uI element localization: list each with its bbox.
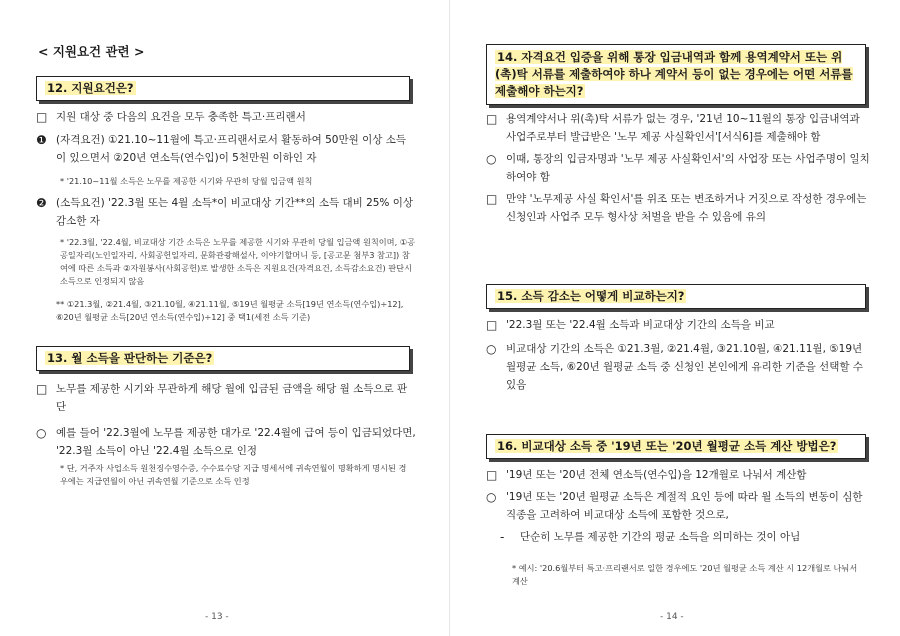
number-one-icon: ❶	[36, 133, 47, 147]
q12-req1-note: * '21.10~11월 소득은 노무를 제공한 시기와 무관히 당월 입금액 원칙	[60, 176, 313, 186]
number-two-icon: ❷	[36, 196, 47, 210]
q16-note: * 예시: '20.6월부터 특고·프리랜서로 일한 경우에도 '20년 월평균 소득 계산 시 12개월로 나눠서 계산	[512, 563, 858, 586]
q13-example: 예를 들어 '22.3월에 노무를 제공한 대가로 '22.4월에 급여 등이 입금되었다면, '22.3월 소득이 아닌 '22.4월 소득으로 인정	[56, 427, 416, 457]
dash-bullet-icon: -	[500, 530, 505, 544]
q16-main-row	[486, 466, 870, 484]
q14-title-box	[486, 44, 866, 105]
q13-main-row	[36, 380, 416, 416]
q12-req2-block	[36, 194, 416, 230]
square-bullet-icon: □	[36, 110, 48, 124]
square-bullet-icon: □	[486, 468, 498, 482]
page-14	[450, 0, 900, 636]
q15-title: 15. 소득 감소는 어떻게 비교하는지?	[497, 289, 685, 303]
circle-bullet-icon: ○	[486, 152, 497, 166]
q14-warning: 만약 '노무제공 사실 확인서'를 위조 또는 변조하거나 거짓으로 작성한 경우에는 신청인과 사업주 모두 형사상 처벌을 받을 수 있음에 유의	[506, 193, 867, 223]
q12-intro: 지원 대상 중 다음의 요건을 모두 충족한 특고·프리랜서	[56, 111, 306, 123]
q16-sub: '19년 또는 '20년 월평균 소득은 계절적 요인 등에 따라 월 소득의 변동이 심한 직종을 고려하여 비교대상 소득에 포함한 것으로,	[506, 491, 863, 521]
q12-req2-note2: ** ①21.3월, ②21.4월, ③21.10월, ④21.11월, ⑤19년 월평균 소득[19년 연소득(연수입)÷12], ⑥20년 월평균 소득[20년 연소득(연수입)÷12] 중 택1(세전 소득 기준)	[56, 299, 404, 322]
q16-dash: 단순히 노무를 제공한 기간의 평균 소득을 의미하는 것이 아님	[520, 531, 801, 543]
square-bullet-icon: □	[486, 318, 498, 332]
circle-bullet-icon: ○	[486, 342, 497, 356]
q12-title: 12. 지원요건은?	[47, 81, 134, 95]
q16-title-box	[486, 434, 866, 459]
q12-req2-note: * '22.3월, '22.4월, 비교대상 기간 소득은 노무를 제공한 시기와 무관히 당월 입금액 원칙이며, ①공공일자리(노인일자리, 사회공헌일자리, 문화관광해설사, 이야기할머니 등, [공고문 첨부3 참고]) 참여에 따른 소득과 ②자원봉사(사회공헌)로 발생한 소득은 지원요건(자격요건, 소득감소요건) 판단시 소득으로 인정되지 않음	[60, 237, 416, 286]
q12-req2-row	[36, 194, 416, 230]
q16-title: 16. 비교대상 소득 중 '19년 또는 '20년 월평균 소득 계산 방법은?	[497, 439, 837, 453]
page-number: - 14 -	[660, 612, 684, 622]
q13-example-row	[36, 424, 416, 460]
section-heading: < 지원요건 관련 >	[38, 44, 145, 59]
q12-title-box	[36, 76, 410, 101]
q13-body	[36, 380, 416, 460]
q12-req1-row	[36, 131, 416, 167]
q13-title-box	[36, 346, 410, 371]
q15-main-row	[486, 316, 870, 334]
q14-body	[486, 110, 870, 226]
q13-note: * 단, 거주자 사업소득 원천징수영수증, 수수료수당 지급 명세서에 귀속연월이 명확하게 명시된 경우에는 지급연월이 아닌 귀속연월 기준으로 소득 인정	[60, 463, 407, 486]
q15-body	[486, 316, 870, 394]
square-bullet-icon: □	[486, 112, 498, 126]
q12-intro-row	[36, 108, 416, 126]
q16-main: '19년 또는 '20년 전체 연소득(연수입)을 12개월로 나눠서 계산함	[506, 469, 807, 481]
q14-main: 용역계약서나 위(촉)탁 서류가 없는 경우, '21년 10~11월의 통장 입금내역과 사업주로부터 발급받은 '노무 제공 사실확인서'[서식6]를 제출해야 함	[506, 113, 860, 143]
square-bullet-icon: □	[486, 192, 498, 206]
q14-main-row	[486, 110, 870, 146]
square-bullet-icon: □	[36, 382, 48, 396]
page-number: - 13 -	[205, 612, 229, 622]
q14-sub: 이때, 통장의 입금자명과 '노무 제공 사실확인서'의 사업장 또는 사업주명이 일치하여야 함	[506, 153, 870, 183]
q12-req1: (자격요건) ①21.10~11월에 특고·프리랜서로서 활동하여 50만원 이상 소득이 있으면서 ②20년 연소득(연수입)이 5천만원 이하인 자	[56, 134, 406, 164]
q12-req2: (소득요건) '22.3월 또는 4월 소득*이 비교대상 기간**의 소득 대비 25% 이상 감소한 자	[56, 197, 414, 227]
circle-bullet-icon: ○	[486, 490, 497, 504]
q16-sub-row	[486, 488, 870, 524]
q15-sub-row	[486, 340, 870, 394]
q15-title-box	[486, 284, 866, 309]
q15-main: '22.3월 또는 '22.4월 소득과 비교대상 기간의 소득을 비교	[506, 319, 775, 331]
q14-warning-row	[486, 190, 870, 226]
q16-dash-row	[500, 528, 870, 546]
q12-body	[36, 108, 416, 167]
q13-main: 노무를 제공한 시기와 무관하게 해당 월에 입금된 금액을 해당 월 소득으로 판단	[56, 383, 408, 413]
q14-sub-row	[486, 150, 870, 186]
q14-title: 14. 자격요건 입증을 위해 통장 입금내역과 함께 용역계약서 또는 위(촉)탁 서류를 제출하여야 하나 계약서 등이 없는 경우에는 어떤 서류를 제출해야 하는지?	[495, 50, 853, 98]
q15-sub: 비교대상 기간의 소득은 ①21.3월, ②21.4월, ③21.10월, ④21.11월, ⑤19년 월평균 소득, ⑥20년 월평균 소득 중 신청인 본인에게 유리한 기준을 선택할 수 있음	[506, 343, 863, 391]
circle-bullet-icon: ○	[36, 426, 47, 440]
q13-title: 13. 월 소득을 판단하는 기준은?	[47, 351, 213, 365]
q16-body	[486, 466, 870, 546]
